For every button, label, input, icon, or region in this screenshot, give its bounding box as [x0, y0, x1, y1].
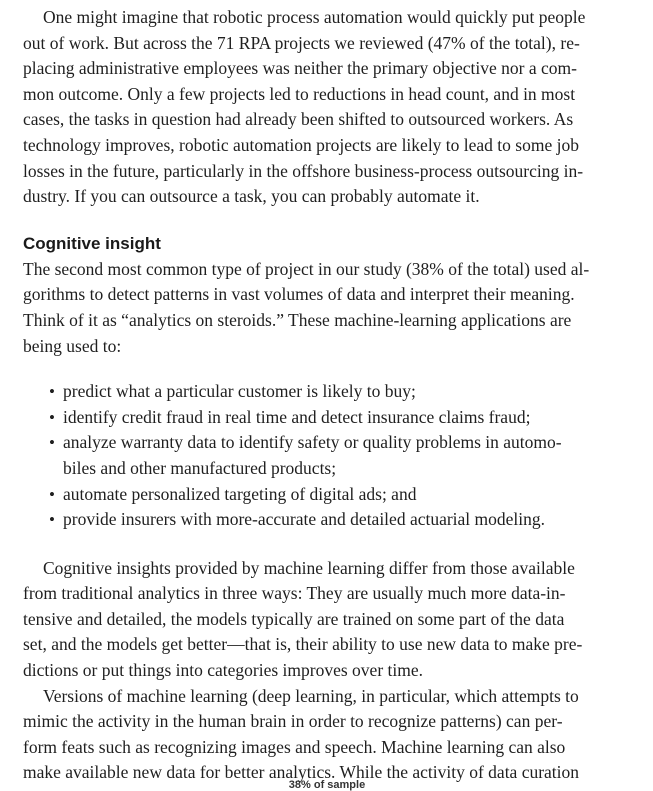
list-item-warranty-data: • analyze warranty data to identify safety or quality problems in automo- biles and other manufactured products;: [23, 430, 631, 481]
paragraph-cognitive-intro: The second most common type of project in our study (38% of the total) used al- gorithms to detect patterns in vast volumes of data and interpret their meaning. Think of it as “analytics on steroids.” These machine-learning applications are being used to:: [23, 258, 590, 356]
list-item-actuarial-modeling: • provide insurers with more-accurate and detailed actuarial modeling.: [23, 507, 631, 533]
paragraph-insights-differ: Cognitive insights provided by machine learning differ from those available from traditional analytics in three ways: They are usually much more data-in- tensive and detailed, the models typically are trained on some part of the data set, and the models get better—that is, their ability to use new data to make pre- dictions or put things into categories improves over time.: [23, 557, 583, 681]
list-item-credit-fraud: • identify credit fraud in real time and detect insurance claims fraud;: [23, 405, 631, 431]
list-item-digital-ads: • automate personalized targeting of digital ads; and: [23, 482, 631, 508]
section-heading-cognitive-insight: Cognitive insight: [23, 233, 161, 253]
figure-caption-fragment: 38% of sample: [288, 779, 366, 791]
paragraph-rpa: One might imagine that robotic process automation would quickly put people out of work. But across the 71 RPA projects we reviewed (47% of the total), re- placing administrative employees was neither the primary objective nor a com- mon outcome. Only a few projects led to reductions in head count, and in most cases, the tasks in question had already been shifted to outsourced workers. As technology improves, robotic automation projects are likely to lead to some job losses in the future, particularly in the offshore business-process outsourcing in- dustry. If you can outsource a task, you can probably automate it.: [23, 7, 586, 207]
list-item-predict-buy: • predict what a particular customer is likely to buy;: [23, 379, 631, 405]
ml-applications-list: [23, 379, 631, 533]
paragraph-versions-ml: Versions of machine learning (deep learning, in particular, which attempts to mimic the activity in the human brain in order to recognize patterns) can per- form feats such as recognizing images and speech. Machine learning can also make available new data for better analytics. While the activity of data curation: [23, 685, 580, 783]
